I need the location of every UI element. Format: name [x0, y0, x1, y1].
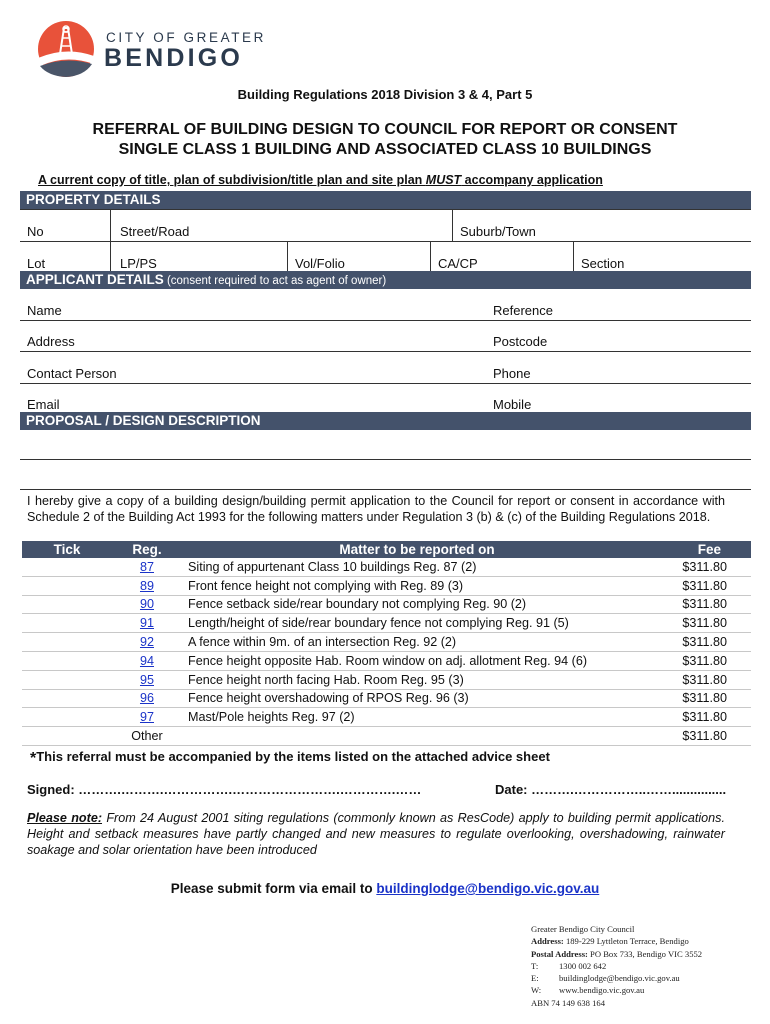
- footer-abn: ABN 74 149 638 164: [531, 997, 606, 1008]
- divider: [452, 209, 453, 241]
- divider: [20, 320, 751, 321]
- council-contact-footer: [531, 923, 702, 1009]
- tick-cell[interactable]: [22, 614, 112, 633]
- table-row: [22, 595, 751, 614]
- reg-link[interactable]: 96: [112, 689, 182, 708]
- reg-link[interactable]: 87: [112, 558, 182, 576]
- table-row: [22, 670, 751, 689]
- submit-email-link[interactable]: buildinglodge@bendigo.vic.gov.au: [376, 881, 600, 896]
- matter-cell: Fence setback side/rear boundary not complying Reg. 90 (2): [182, 595, 652, 614]
- matter-cell: Front fence height not complying with Reg. 89 (3): [182, 576, 652, 595]
- divider: [573, 241, 574, 271]
- submit-instruction: [0, 881, 770, 896]
- street-field-label: Street/Road: [120, 224, 190, 239]
- matter-cell: Fence height north facing Hab. Room Reg. 95 (3): [182, 670, 652, 689]
- email-field-label: Email: [27, 397, 60, 412]
- advice-text: This referral must be accompanied by the items listed on the attached advice sheet: [36, 749, 550, 764]
- tick-cell[interactable]: [22, 633, 112, 652]
- consent-paragraph: I hereby give a copy of a building design/building permit application to the Council for report or consent in accordance with Schedule 2 of the Building Act 1993 for the following matters under Regulation 3 (b) & (c) of the Building Regulations 2018.: [27, 494, 725, 524]
- footer-org: Greater Bendigo City Council: [531, 924, 635, 934]
- postcode-field-label: Postcode: [493, 334, 548, 349]
- name-field-label: Name: [27, 303, 62, 318]
- fee-cell: $311.80: [652, 558, 751, 576]
- divider: [20, 351, 751, 352]
- footer-phone-value: 1300 002 642: [559, 960, 607, 971]
- submit-text: Please submit form via email to: [170, 881, 377, 896]
- logo-text-bendigo: BENDIGO: [104, 44, 244, 72]
- table-row: [22, 614, 751, 633]
- footer-postal-label: Postal Address:: [531, 948, 588, 959]
- footer-address-label: Address:: [531, 936, 564, 947]
- tick-cell[interactable]: [22, 651, 112, 670]
- tick-cell[interactable]: [22, 727, 112, 746]
- divider: [287, 241, 288, 271]
- fee-column-header: Fee: [652, 541, 751, 558]
- table-row: [22, 651, 751, 670]
- reg-link[interactable]: 95: [112, 670, 182, 689]
- table-row: [22, 727, 751, 746]
- reg-link[interactable]: 97: [112, 708, 182, 727]
- advice-star: *: [30, 750, 37, 767]
- applicant-heading-text: APPLICANT DETAILS: [26, 272, 164, 287]
- divider: [110, 209, 111, 241]
- matters-table: [22, 541, 751, 746]
- matter-cell: Fence height overshadowing of RPOS Reg. 96 (3): [182, 689, 652, 708]
- fee-cell: $311.80: [652, 576, 751, 595]
- divider: [430, 241, 431, 271]
- please-note-label: Please note:: [27, 811, 103, 825]
- footer-address-value: 189-229 Lyttleton Terrace, Bendigo: [563, 936, 689, 947]
- reg-link[interactable]: 92: [112, 633, 182, 652]
- no-field-label: No: [27, 224, 44, 239]
- bendigo-logo-icon: [34, 20, 98, 78]
- matter-cell: Siting of appurtenant Class 10 buildings Reg. 87 (2): [182, 558, 652, 576]
- section-field-label: Section: [581, 256, 625, 271]
- footer-web-label: W:: [531, 985, 542, 996]
- please-note: [27, 810, 725, 858]
- fee-cell: $311.80: [652, 614, 751, 633]
- matter-cell: Fence height opposite Hab. Room window on adj. allotment Reg. 94 (6): [182, 651, 652, 670]
- advice-notice: [30, 749, 550, 768]
- footer-address: [531, 935, 702, 947]
- footer-web: [531, 984, 702, 996]
- divider: [20, 459, 751, 460]
- mobile-field-label: Mobile: [493, 397, 532, 412]
- divider: [20, 383, 751, 384]
- tick-cell[interactable]: [22, 595, 112, 614]
- footer-email: [531, 972, 702, 984]
- fee-cell: $311.80: [652, 670, 751, 689]
- fee-cell: $311.80: [652, 708, 751, 727]
- reg-link[interactable]: 91: [112, 614, 182, 633]
- divider: [20, 241, 751, 242]
- table-header-row: [22, 541, 751, 558]
- matter-cell: A fence within 9m. of an intersection Reg. 92 (2): [182, 633, 652, 652]
- footer-web-value[interactable]: www.bendigo.vic.gov.au: [559, 985, 645, 996]
- reference-field-label: Reference: [493, 303, 553, 318]
- volfolio-field-label: Vol/Folio: [295, 256, 345, 271]
- footer-email-label: E:: [531, 973, 539, 984]
- lpps-field-label: LP/PS: [120, 256, 157, 271]
- reg-other-label: Other: [112, 727, 182, 746]
- table-row: [22, 633, 751, 652]
- proposal-heading: PROPOSAL / DESIGN DESCRIPTION: [20, 412, 751, 430]
- reg-column-header: Reg.: [112, 541, 182, 558]
- table-row: [22, 558, 751, 576]
- contact-person-field-label: Contact Person: [27, 366, 117, 381]
- tick-cell[interactable]: [22, 558, 112, 576]
- cacp-field-label: CA/CP: [438, 256, 478, 271]
- matter-cell: Mast/Pole heights Reg. 97 (2): [182, 708, 652, 727]
- footer-postal-value: PO Box 733, Bendigo VIC 3552: [587, 948, 703, 959]
- accompany-must: MUST: [425, 173, 462, 187]
- fee-cell: $311.80: [652, 633, 751, 652]
- tick-cell[interactable]: [22, 576, 112, 595]
- table-row: [22, 576, 751, 595]
- table-row: [22, 708, 751, 727]
- footer-email-value[interactable]: buildinglodge@bendigo.vic.gov.au: [559, 973, 680, 984]
- tick-column-header: Tick: [22, 541, 112, 558]
- footer-phone-label: T:: [531, 960, 539, 971]
- phone-field-label: Phone: [493, 366, 531, 381]
- form-subtitle: Building Regulations 2018 Division 3 & 4, Part 5: [237, 87, 533, 102]
- matter-cell: [182, 727, 652, 746]
- fee-cell: $311.80: [652, 689, 751, 708]
- reg-link[interactable]: 89: [112, 576, 182, 595]
- matter-column-header: Matter to be reported on: [182, 541, 652, 558]
- title-line-2: SINGLE CLASS 1 BUILDING AND ASSOCIATED CLASS 10 BUILDINGS: [118, 141, 652, 158]
- date-line[interactable]: Date: ……….……………..……...............: [495, 782, 727, 797]
- divider: [110, 241, 111, 271]
- table-row: [22, 689, 751, 708]
- accompany-notice: [38, 173, 603, 187]
- title-line-1: REFERRAL OF BUILDING DESIGN TO COUNCIL FOR REPORT OR CONSENT: [92, 121, 678, 138]
- lot-field-label: Lot: [27, 256, 46, 271]
- fee-cell: $311.80: [652, 651, 751, 670]
- matter-cell: Length/height of side/rear boundary fence not complying Reg. 91 (5): [182, 614, 652, 633]
- applicant-heading-note: (consent required to act as agent of owner): [163, 275, 387, 287]
- suburb-field-label: Suburb/Town: [460, 224, 536, 239]
- reg-link[interactable]: 90: [112, 595, 182, 614]
- applicant-details-heading: [20, 271, 751, 289]
- fee-cell: $311.80: [652, 727, 751, 746]
- footer-postal: [531, 948, 702, 960]
- property-details-heading: PROPERTY DETAILS: [20, 191, 751, 209]
- fee-cell: $311.80: [652, 595, 751, 614]
- signed-line[interactable]: Signed: ……….……….…………….…………………….………….……: [27, 782, 422, 797]
- accompany-text-b: accompany application: [461, 173, 603, 187]
- logo-text-top: CITY OF GREATER: [106, 30, 267, 45]
- form-title: [0, 120, 770, 160]
- reg-link[interactable]: 94: [112, 651, 182, 670]
- tick-cell[interactable]: [22, 689, 112, 708]
- tick-cell[interactable]: [22, 708, 112, 727]
- divider: [20, 209, 751, 210]
- tick-cell[interactable]: [22, 670, 112, 689]
- divider: [20, 489, 751, 490]
- accompany-text-a: A current copy of title, plan of subdivision/title plan and site plan: [38, 173, 426, 187]
- please-note-text: From 24 August 2001 siting regulations (commonly known as ResCode) apply to building permit applications. Height and setback measures have partly changed and new measures to regulate overlooking, overshadowing, rainwater soakage and solar orientation have been introduced: [27, 811, 725, 857]
- footer-phone: [531, 960, 702, 972]
- address-field-label: Address: [27, 334, 75, 349]
